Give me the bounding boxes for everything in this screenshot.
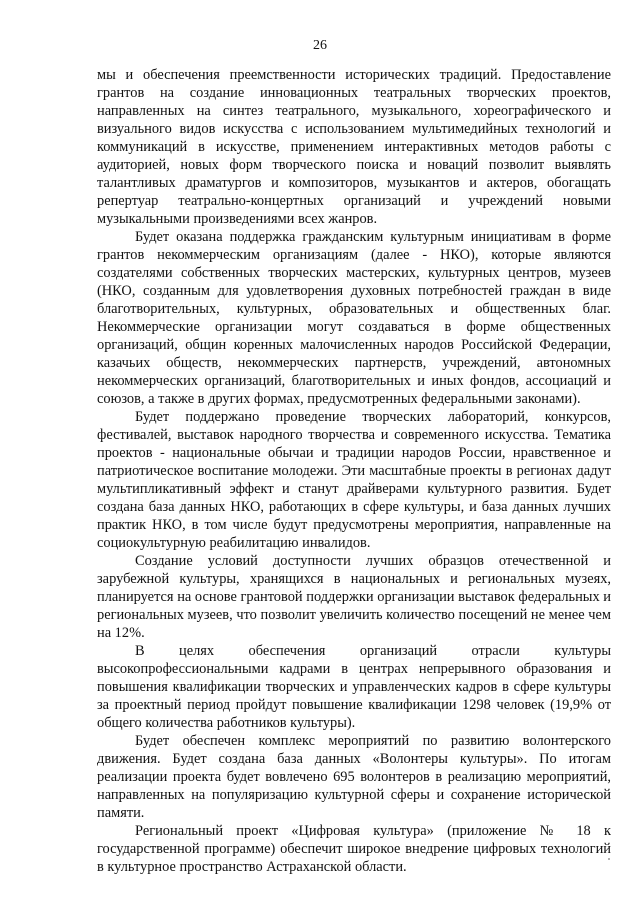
paragraph-volunteers: Будет обеспечен комплекс мероприятий по развитию волонтерского движения. Будет создана база данных «Волонтеры культуры». По итогам реализации проекта будет вовлечено 695 волонтеров в реализацию мероприятий, направленных на популяризацию культурной сферы и сохранение исторической памяти. [97,733,611,821]
paragraph-museum-access: Создание условий доступности лучших образцов отечественной и зарубежной культуры, хранящихся в национальных и региональных музеях, планируется на основе грантовой поддержки организации выставок федеральных и региональных музеев, что позволит увеличить количество посещений не менее чем на 12%. [97,553,611,641]
paragraph-creative-labs: Будет поддержано проведение творческих лабораторий, конкурсов, фестивалей, выставок народного творчества и современного искусства. Тематика проектов - национальные обычаи и традиции народов России, нравственное и патриотическое воспитание молодежи. Эти масштабные проекты в регионах дадут мультипликативный эффект и станут драйверами культурного развития. Будет создана база данных НКО, работающих в сфере культуры, и база данных лучших практик НКО, в том числе будут предусмотрены мероприятия, направленные на социокультурную реабилитацию инвалидов. [97,409,611,551]
page-number: 26 [313,38,327,53]
paragraph-nko-support: Будет оказана поддержка гражданским культурным инициативам в форме грантов некоммерческим организациям (далее - НКО), которые являются создателями собственных творческих мастерских, культурных центров, музеев (НКО, созданным для удовлетворения духовных потребностей граждан в виде благотворительных, культурных, образовательных и общественных благ. Некоммерческие организации могут создаваться в форме общественных организаций, общин коренных малочисленных народов Российской Федерации, казачьих обществ, некоммерческих партнерств, учреждений, автономных некоммерческих организаций, благотворительных и иных фондов, ассоциаций и союзов, а также в других формах, предусмотренных федеральными законами). [97,229,611,407]
paragraph-continuation: мы и обеспечения преемственности исторических традиций. Предоставление грантов на создание инновационных театральных творческих проектов, направленных на синтез театрального, музыкального, хореографического и визуального видов искусства с использованием мультимедийных технологий и коммуникаций в искусстве, применением интерактивных методов работы с аудиторией, новых форм творческого поиска и новаций позволит выявлять талантливых драматургов и композиторов, музыкантов и актеров, обогащать репертуар театрально-концертных организаций и учреждений новыми музыкальными произведениями всех жанров. [97,67,611,227]
scan-artifact-dot [608,858,610,860]
document-body [97,66,611,876]
paragraph-staff-training: В целях обеспечения организаций отрасли культуры высокопрофессиональными кадрами в центрах непрерывного образования и повышения квалификации творческих и управленческих кадров в сфере культуры за проектный период пройдут повышение квалификации 1298 человек (19,9% от общего количества работников культуры). [97,643,611,731]
paragraph-digital-culture: Региональный проект «Цифровая культура» (приложение № 18 к государственной программе) обеспечит широкое внедрение цифровых технологий в культурное пространство Астраханской области. [97,823,611,875]
